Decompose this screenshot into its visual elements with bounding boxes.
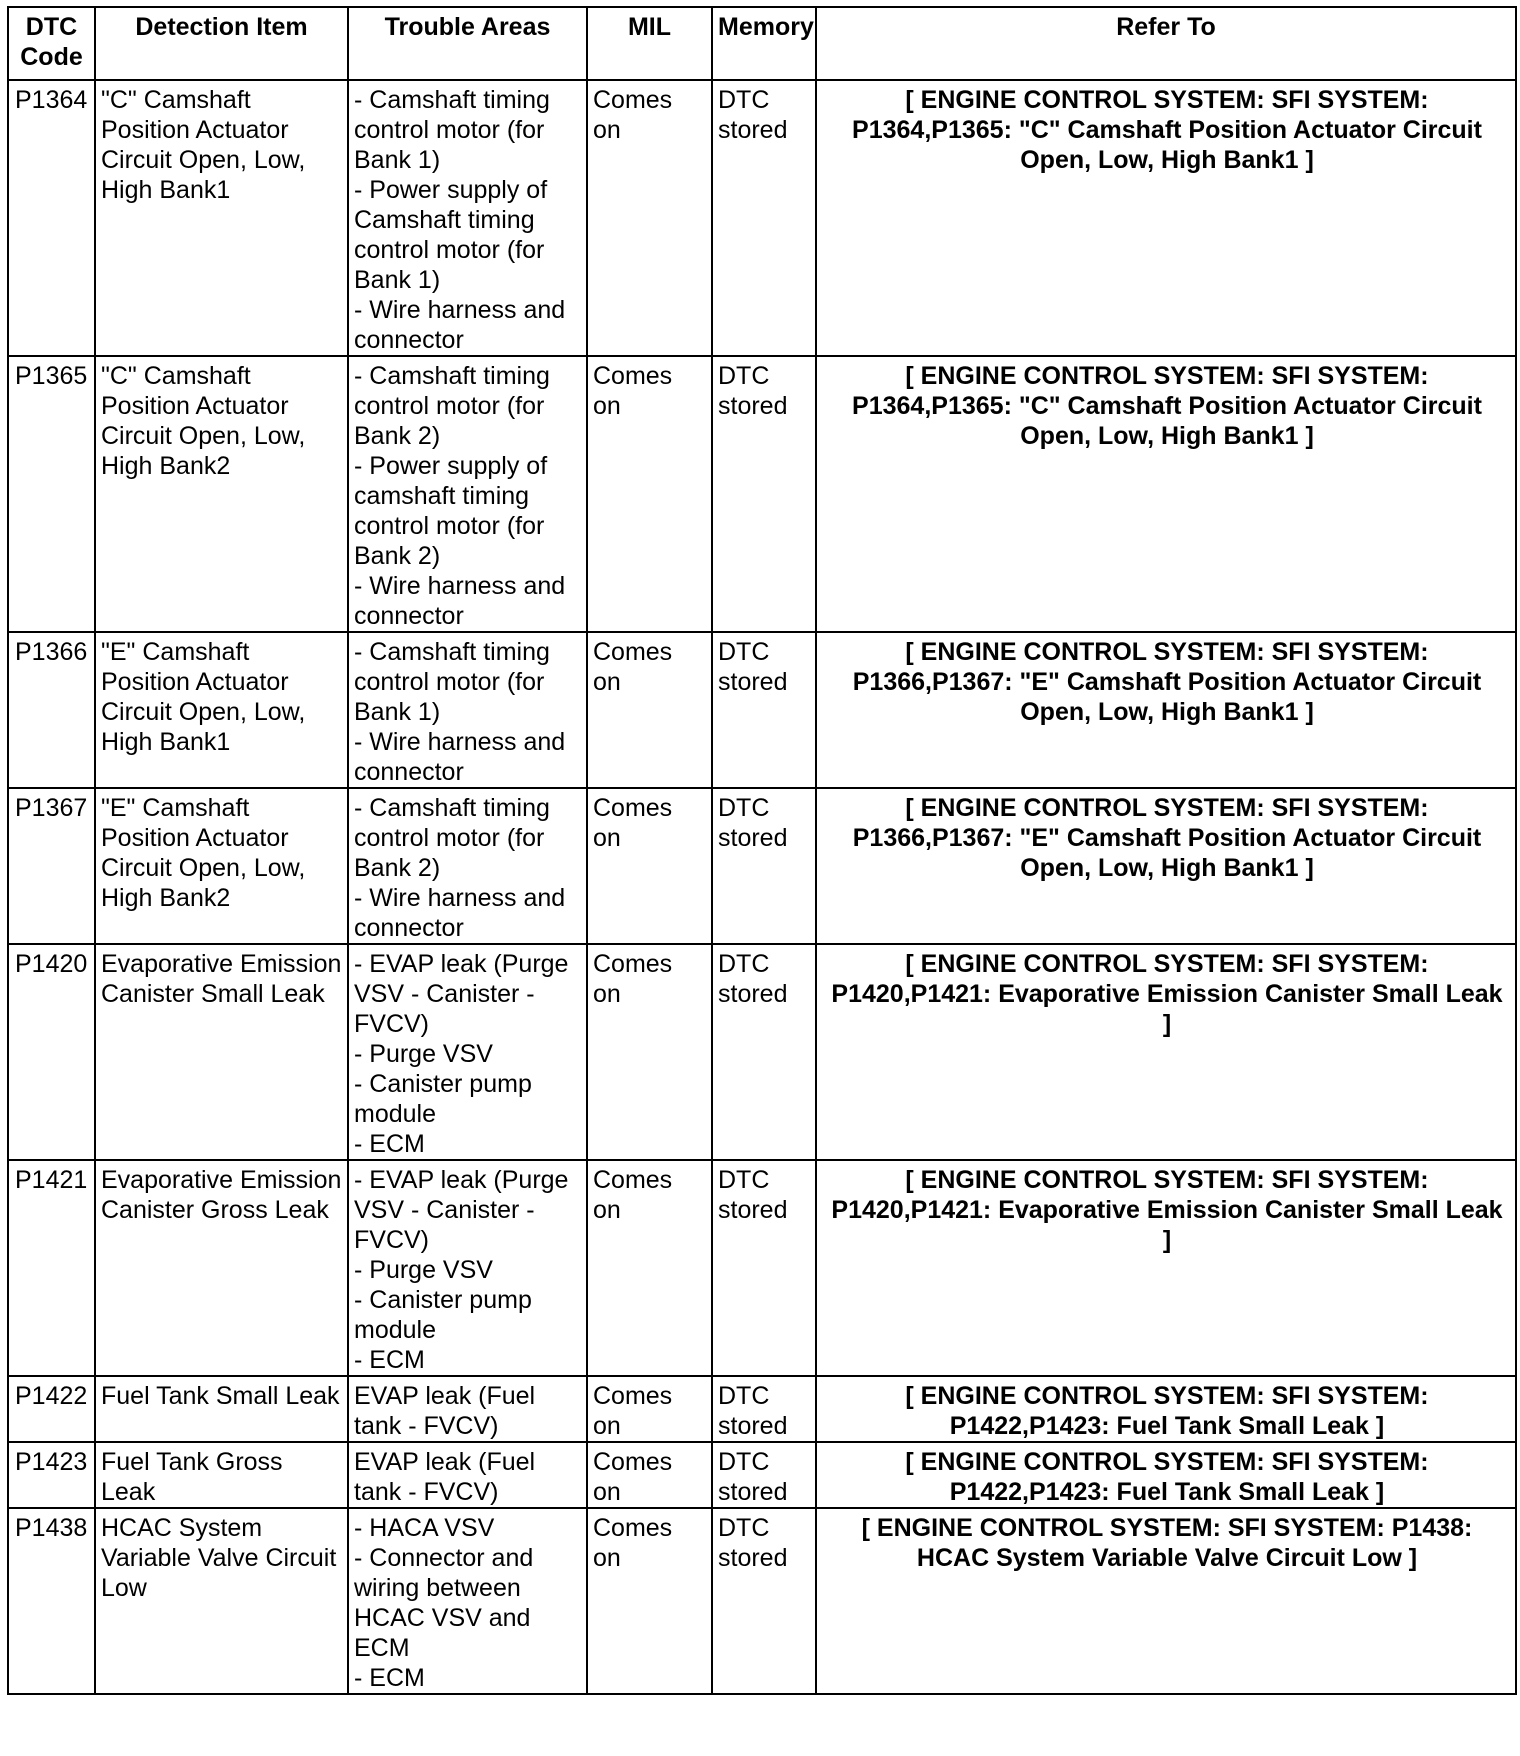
table-row bbox=[8, 1160, 1516, 1376]
trouble-area-item: - Wire harness and connector bbox=[354, 296, 566, 354]
memory-cell: DTC stored bbox=[712, 1160, 816, 1376]
header-refer-to: Refer To bbox=[816, 7, 1516, 80]
trouble-area-item: - Power supply of camshaft timing control motor (for Bank 2) bbox=[354, 452, 548, 570]
refer-to-link[interactable]: [ ENGINE CONTROL SYSTEM: SFI SYSTEM: P1364,P1365: "C" Camshaft Position Actuator Circuit Open, Low, High Bank1 ] bbox=[816, 80, 1516, 356]
trouble-area-item: - ECM bbox=[354, 1130, 425, 1158]
trouble-areas-cell bbox=[348, 788, 587, 944]
dtc-code-cell: P1438 bbox=[8, 1508, 95, 1694]
table-row bbox=[8, 944, 1516, 1160]
trouble-areas-cell bbox=[348, 632, 587, 788]
trouble-area-item: - Canister pump module bbox=[354, 1070, 532, 1128]
trouble-area-item: - Purge VSV bbox=[354, 1040, 493, 1068]
detection-item-cell: Evaporative Emission Canister Small Leak bbox=[95, 944, 348, 1160]
trouble-area-item: EVAP leak (Fuel tank - FVCV) bbox=[354, 1382, 536, 1440]
memory-cell: DTC stored bbox=[712, 1442, 816, 1508]
trouble-area-item: - Camshaft timing control motor (for Bank 2) bbox=[354, 362, 550, 450]
trouble-area-item: - HACA VSV bbox=[354, 1514, 495, 1542]
header-detection-item: Detection Item bbox=[95, 7, 348, 80]
detection-item-cell: Fuel Tank Gross Leak bbox=[95, 1442, 348, 1508]
dtc-code-cell: P1365 bbox=[8, 356, 95, 632]
trouble-area-item: - Wire harness and connector bbox=[354, 884, 566, 942]
mil-cell: Comes on bbox=[587, 788, 712, 944]
table-body bbox=[8, 80, 1516, 1694]
trouble-area-item: - ECM bbox=[354, 1664, 425, 1692]
memory-cell: DTC stored bbox=[712, 632, 816, 788]
table-row bbox=[8, 632, 1516, 788]
header-mil: MIL bbox=[587, 7, 712, 80]
memory-cell: DTC stored bbox=[712, 788, 816, 944]
memory-cell: DTC stored bbox=[712, 80, 816, 356]
trouble-areas-cell bbox=[348, 1442, 587, 1508]
trouble-area-item: - EVAP leak (Purge VSV - Canister - FVCV) bbox=[354, 1166, 569, 1254]
detection-item-cell: "C" Camshaft Position Actuator Circuit Open, Low, High Bank2 bbox=[95, 356, 348, 632]
trouble-areas-cell bbox=[348, 80, 587, 356]
dtc-code-cell: P1422 bbox=[8, 1376, 95, 1442]
refer-to-link[interactable]: [ ENGINE CONTROL SYSTEM: SFI SYSTEM: P1422,P1423: Fuel Tank Small Leak ] bbox=[816, 1376, 1516, 1442]
dtc-code-cell: P1364 bbox=[8, 80, 95, 356]
table-row bbox=[8, 1442, 1516, 1508]
refer-to-link[interactable]: [ ENGINE CONTROL SYSTEM: SFI SYSTEM: P1364,P1365: "C" Camshaft Position Actuator Circuit Open, Low, High Bank1 ] bbox=[816, 356, 1516, 632]
detection-item-cell: "C" Camshaft Position Actuator Circuit Open, Low, High Bank1 bbox=[95, 80, 348, 356]
refer-to-link[interactable]: [ ENGINE CONTROL SYSTEM: SFI SYSTEM: P1438: HCAC System Variable Valve Circuit Low ] bbox=[816, 1508, 1516, 1694]
mil-cell: Comes on bbox=[587, 1442, 712, 1508]
memory-cell: DTC stored bbox=[712, 944, 816, 1160]
refer-to-link[interactable]: [ ENGINE CONTROL SYSTEM: SFI SYSTEM: P1422,P1423: Fuel Tank Small Leak ] bbox=[816, 1442, 1516, 1508]
dtc-code-cell: P1366 bbox=[8, 632, 95, 788]
trouble-area-item: - Camshaft timing control motor (for Bank 2) bbox=[354, 794, 550, 882]
trouble-area-item: - Camshaft timing control motor (for Bank 1) bbox=[354, 86, 550, 174]
refer-to-link[interactable]: [ ENGINE CONTROL SYSTEM: SFI SYSTEM: P1366,P1367: "E" Camshaft Position Actuator Circuit Open, Low, High Bank1 ] bbox=[816, 632, 1516, 788]
trouble-area-item: - Camshaft timing control motor (for Bank 1) bbox=[354, 638, 550, 726]
trouble-areas-cell bbox=[348, 356, 587, 632]
memory-cell: DTC stored bbox=[712, 1376, 816, 1442]
trouble-areas-cell bbox=[348, 1376, 587, 1442]
trouble-area-item: - EVAP leak (Purge VSV - Canister - FVCV) bbox=[354, 950, 569, 1038]
detection-item-cell: Evaporative Emission Canister Gross Leak bbox=[95, 1160, 348, 1376]
mil-cell: Comes on bbox=[587, 1160, 712, 1376]
header-dtc-code-label: DTC Code bbox=[20, 13, 83, 71]
table-row bbox=[8, 356, 1516, 632]
refer-to-link[interactable]: [ ENGINE CONTROL SYSTEM: SFI SYSTEM: P1420,P1421: Evaporative Emission Canister Small Leak ] bbox=[816, 1160, 1516, 1376]
detection-item-cell: Fuel Tank Small Leak bbox=[95, 1376, 348, 1442]
mil-cell: Comes on bbox=[587, 80, 712, 356]
dtc-code-cell: P1423 bbox=[8, 1442, 95, 1508]
mil-cell: Comes on bbox=[587, 1376, 712, 1442]
memory-cell: DTC stored bbox=[712, 356, 816, 632]
dtc-code-cell: P1420 bbox=[8, 944, 95, 1160]
trouble-areas-cell bbox=[348, 1160, 587, 1376]
table-header-row bbox=[8, 7, 1516, 80]
detection-item-cell: "E" Camshaft Position Actuator Circuit Open, Low, High Bank2 bbox=[95, 788, 348, 944]
trouble-area-item: - Canister pump module bbox=[354, 1286, 532, 1344]
detection-item-cell: HCAC System Variable Valve Circuit Low bbox=[95, 1508, 348, 1694]
trouble-area-item: - Purge VSV bbox=[354, 1256, 493, 1284]
mil-cell: Comes on bbox=[587, 1508, 712, 1694]
mil-cell: Comes on bbox=[587, 632, 712, 788]
header-memory: Memory bbox=[712, 7, 816, 80]
memory-cell: DTC stored bbox=[712, 1508, 816, 1694]
trouble-areas-cell bbox=[348, 944, 587, 1160]
header-dtc-code bbox=[8, 7, 95, 80]
trouble-area-item: - ECM bbox=[354, 1346, 425, 1374]
trouble-area-item: - Wire harness and connector bbox=[354, 572, 566, 630]
table-row bbox=[8, 80, 1516, 356]
header-trouble-areas: Trouble Areas bbox=[348, 7, 587, 80]
table-row bbox=[8, 1376, 1516, 1442]
trouble-area-item: - Power supply of Camshaft timing control motor (for Bank 1) bbox=[354, 176, 548, 294]
mil-cell: Comes on bbox=[587, 944, 712, 1160]
detection-item-cell: "E" Camshaft Position Actuator Circuit Open, Low, High Bank1 bbox=[95, 632, 348, 788]
trouble-areas-cell bbox=[348, 1508, 587, 1694]
refer-to-link[interactable]: [ ENGINE CONTROL SYSTEM: SFI SYSTEM: P1420,P1421: Evaporative Emission Canister Small Leak ] bbox=[816, 944, 1516, 1160]
table-row bbox=[8, 788, 1516, 944]
dtc-code-cell: P1367 bbox=[8, 788, 95, 944]
trouble-area-item: - Wire harness and connector bbox=[354, 728, 566, 786]
mil-cell: Comes on bbox=[587, 356, 712, 632]
trouble-area-item: - Connector and wiring between HCAC VSV and ECM bbox=[354, 1544, 534, 1662]
dtc-table bbox=[7, 6, 1517, 1695]
trouble-area-item: EVAP leak (Fuel tank - FVCV) bbox=[354, 1448, 536, 1506]
dtc-code-cell: P1421 bbox=[8, 1160, 95, 1376]
table-row bbox=[8, 1508, 1516, 1694]
refer-to-link[interactable]: [ ENGINE CONTROL SYSTEM: SFI SYSTEM: P1366,P1367: "E" Camshaft Position Actuator Circuit Open, Low, High Bank1 ] bbox=[816, 788, 1516, 944]
